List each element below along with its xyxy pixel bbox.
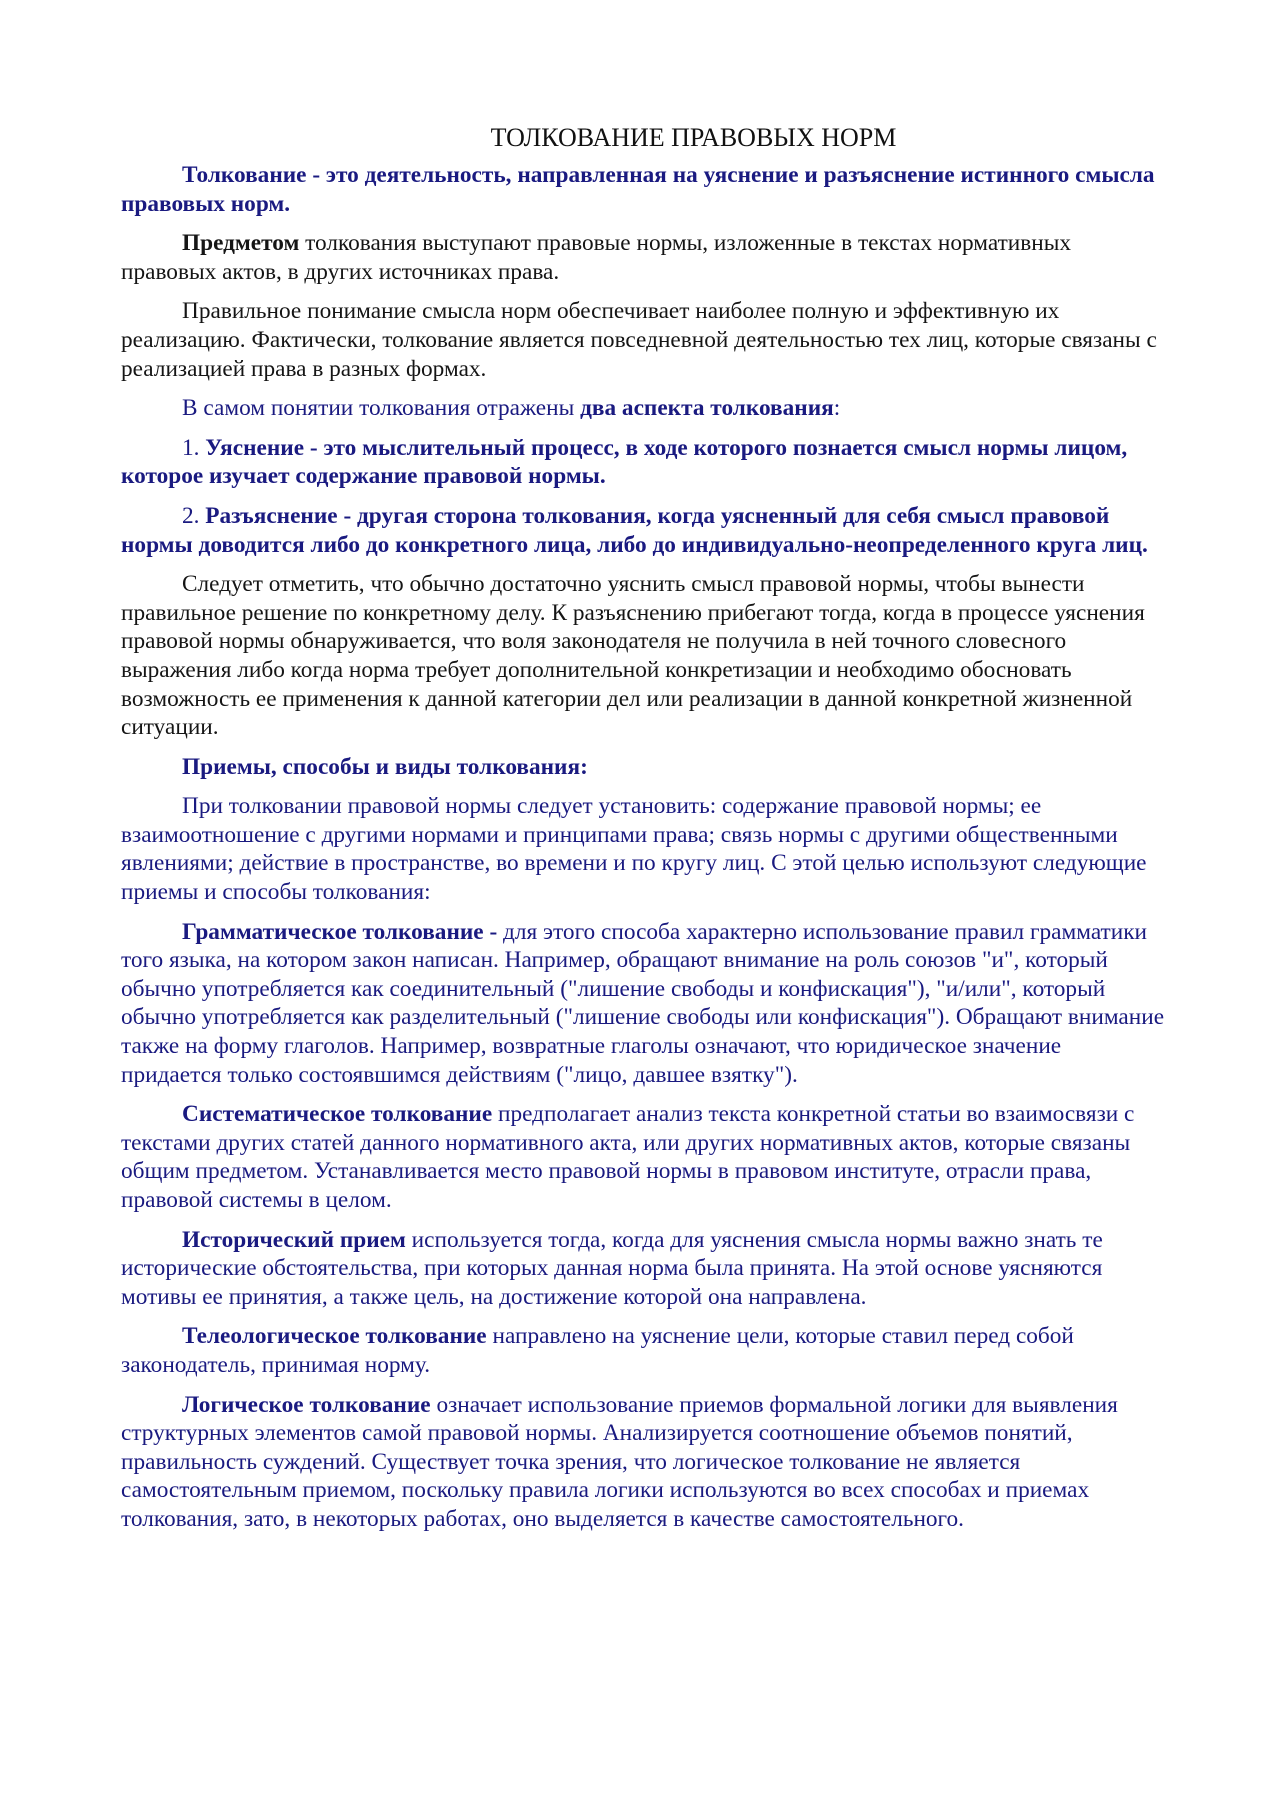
aspect-explanation-text: Разъяснение - другая сторона толкования, когда уясненный для себя смысл правовой нормы доводится либо до конкретного лица, либо до индивидуально-неопределенного круга лиц. (121, 502, 1148, 558)
definition-paragraph (121, 161, 1166, 218)
methods-heading: Приемы, способы и виды толкования: (182, 753, 588, 780)
systematic-paragraph (121, 1100, 1166, 1214)
grammatical-term: Грамматическое толкование - (182, 918, 498, 945)
teleological-text: направлено на уяснение цели, которые ставил перед собой законодатель, принимая норму. (121, 1323, 1074, 1378)
aspect-clarification-paragraph (121, 434, 1166, 491)
systematic-term: Систематическое толкование (182, 1101, 493, 1128)
aspect-explanation-number: 2. (182, 502, 206, 529)
understanding-paragraph (121, 297, 1166, 383)
methods-intro-text: При толковании правовой нормы следует установить: содержание правовой нормы; ее взаимоотношение с другими нормами и принципами права; связь нормы с другими общественными явлениями; действие в пространстве, во времени и по кругу лиц. С этой целью используют следующие приемы и способы толкования: (121, 793, 1147, 906)
document-page (121, 122, 1166, 1545)
methods-intro-paragraph (121, 792, 1166, 906)
aspects-intro-tail: : (833, 395, 841, 422)
subject-term: Предметом (182, 230, 300, 257)
logical-text: означает использование приемов формальной логики для выявления структурных элементов самой правовой нормы. Анализируется соотношение объемов понятий, правильность суждений. Существует точка зрения, что логическое толкование не является самостоятельным приемом, поскольку правила логики используются во всех способах и приемах толкования, зато, в некоторых работах, оно выделяется в качестве самостоятельного. (121, 1391, 1118, 1532)
understanding-text: Правильное понимание смысла норм обеспечивает наиболее полную и эффективную их реализацию. Фактически, толкование является повседневной деятельностью тех лиц, которые связаны с реализацией права в разных формах. (121, 298, 1157, 382)
note-text: Следует отметить, что обычно достаточно уяснить смысл правовой нормы, чтобы вынести правильное решение по конкретному делу. К разъяснению прибегают тогда, когда в процессе уяснения правовой нормы обнаруживается, что воля законодателя не получила в ней точного словесного выражения либо когда норма требует дополнительной конкретизации и необходимо обосновать возможность ее применения к данной категории дел или реализации в данной конкретной жизненной ситуации. (121, 571, 1145, 741)
aspects-intro-paragraph (121, 394, 1166, 423)
grammatical-paragraph (121, 918, 1166, 1090)
logical-term: Логическое толкование (182, 1391, 431, 1418)
historical-paragraph (121, 1226, 1166, 1312)
logical-paragraph (121, 1391, 1166, 1534)
grammatical-text: для этого способа характерно использование правил грамматики того языка, на котором закон написан. Например, обращают внимание на роль союзов "и", который обычно употребляется как соединительный ("лишение свободы и конфискация"), "и/или", который обычно употребляется как разделительный ("лишение свободы или конфискация"). Обращают внимание также на форму глаголов. Например, возвратные глаголы означают, что юридическое значение придается только состоявшимся действиям ("лицо, давшее взятку"). (121, 918, 1165, 1088)
subject-paragraph (121, 229, 1166, 286)
aspects-intro-text: В самом понятии толкования отражены (182, 395, 581, 422)
definition-text: Толкование - это деятельность, направленная на уяснение и разъяснение истинного смысла правовых норм. (121, 162, 1155, 217)
aspect-clarification-text: Уяснение - это мыслительный процесс, в ходе которого познается смысл нормы лицом, которое изучает содержание правовой нормы. (121, 434, 1128, 490)
methods-heading-paragraph (121, 753, 1166, 782)
subject-text: толкования выступают правовые нормы, изложенные в текстах нормативных правовых актов, в других источниках права. (121, 230, 1072, 285)
teleological-term: Телеологическое толкование (182, 1323, 487, 1350)
document-title: ТОЛКОВАНИЕ ПРАВОВЫХ НОРМ (490, 123, 897, 152)
aspects-intro-term: два аспекта толкования (580, 395, 834, 422)
note-paragraph (121, 570, 1166, 742)
aspect-clarification-number: 1. (182, 434, 206, 461)
historical-text: используется тогда, когда для уяснения смысла нормы важно знать те исторические обстоятельства, при которых данная норма была принята. На этой основе уясняются мотивы ее принятия, а также цель, на достижение которой она направлена. (121, 1226, 1103, 1310)
systematic-text: предполагает анализ текста конкретной статьи во взаимосвязи с текстами других статей данного нормативного акта, или других нормативных актов, которые связаны общим предметом. Устанавливается место правовой нормы в правовом институте, отрасли права, правовой системы в целом. (121, 1101, 1135, 1213)
historical-term: Исторический прием (182, 1226, 406, 1253)
aspect-explanation-paragraph (121, 502, 1166, 559)
teleological-paragraph (121, 1322, 1166, 1379)
